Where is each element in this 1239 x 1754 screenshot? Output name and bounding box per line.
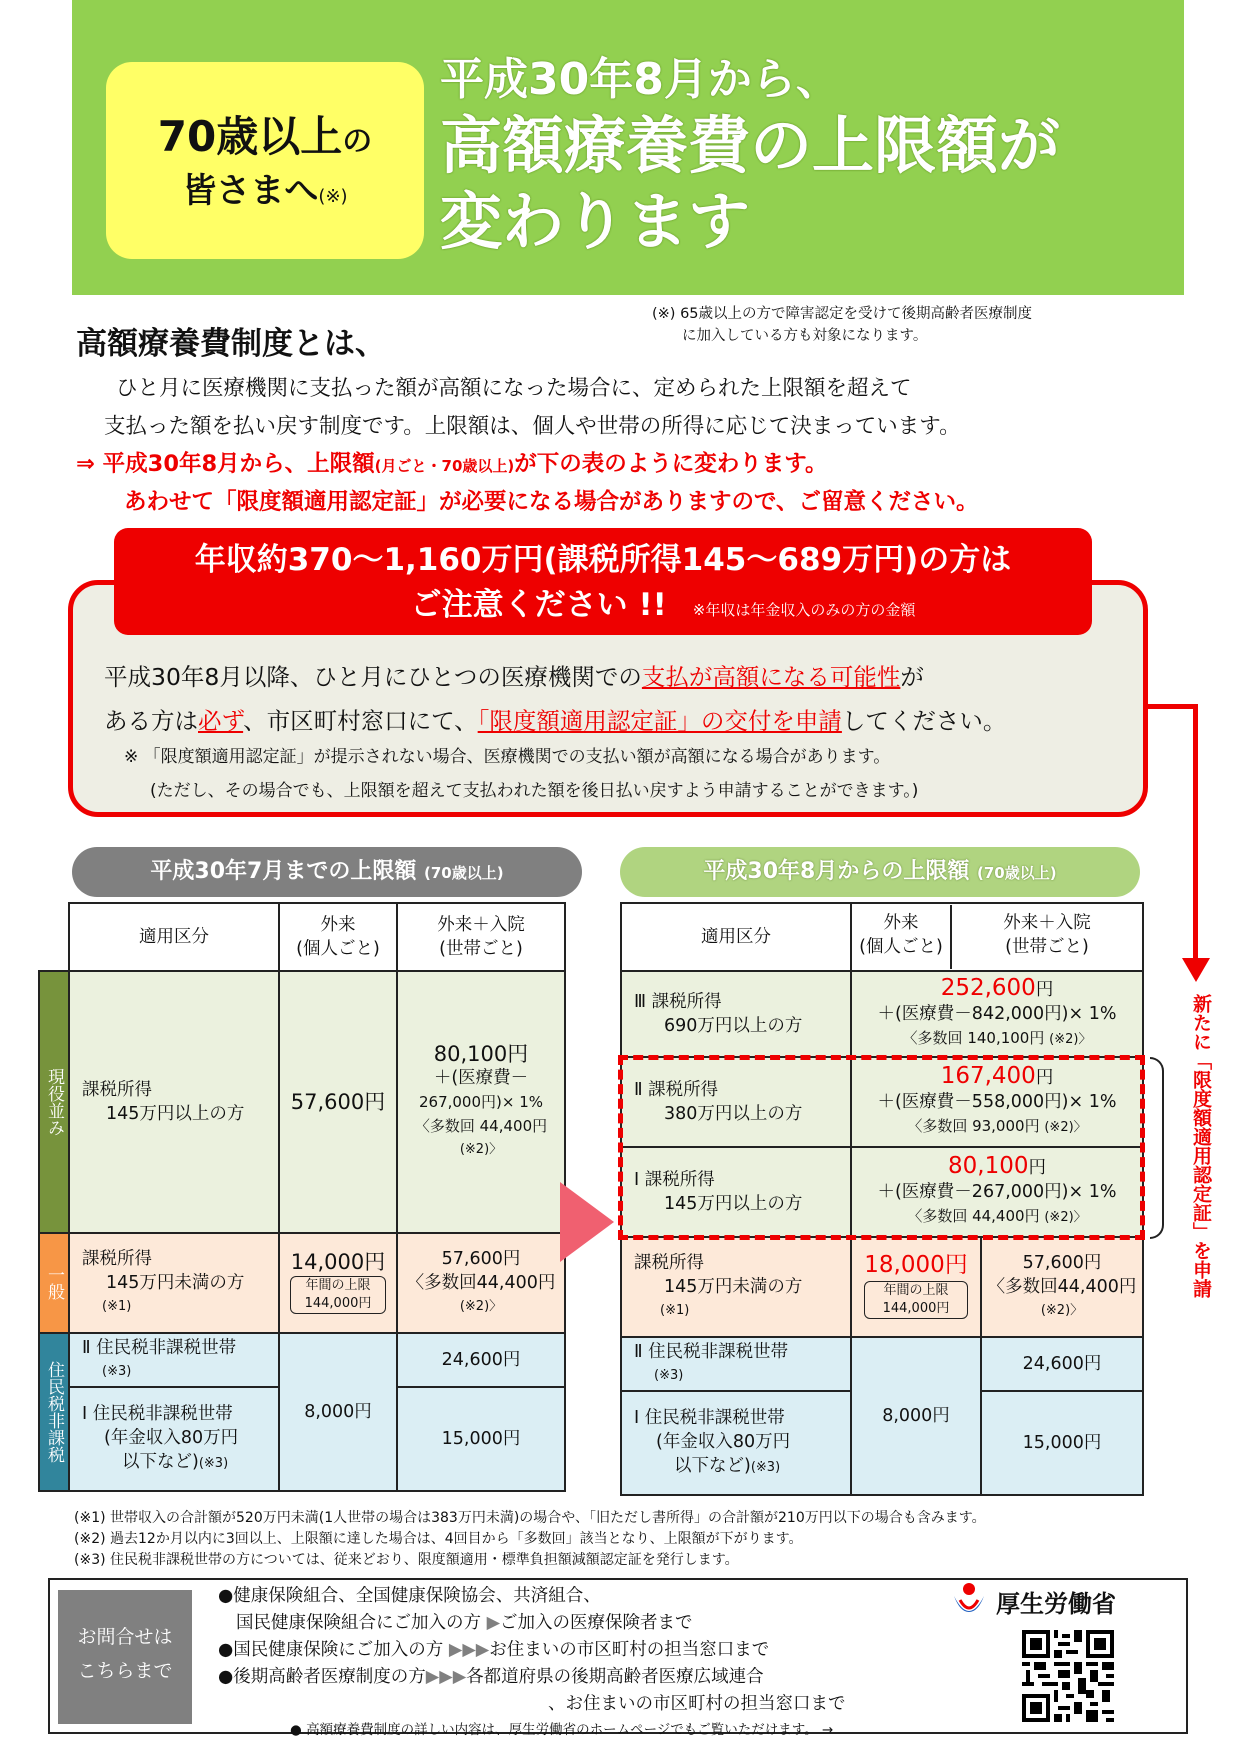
contact-list: ●健康保険組合、全国健康保険協会、共済組合、 国民健康保険組合にご加入の方 ▶ご加入の医療保険者まで ●国民健康保険にご加入の方 ▶▶▶お住まいの市区町村の担当窓口まで ●後期高齢者医療制度の方▶▶▶各都道府県の後期高齢者医療広域連合 、お住まいの市区町村の担当窓口まで (218, 1586, 846, 1714)
audience-badge: 70歳以上の 皆さまへ(※) (106, 62, 424, 259)
audience-line2: 皆さまへ (182, 171, 319, 211)
change-notice: ⇒ 平成30年8月から、上限額(月ごと・70歳以上)が下の表のように変わります。 あわせて「限度額適用認定証」が必要になる場合がありますので、ご留意ください。 (76, 451, 979, 515)
arrow-right-icon (560, 1182, 614, 1262)
new-limits-table: 適用区分 外来 (個人ごと) 外来＋入院 (世帯ごと) Ⅲ 課税所得 690万円以上の方 252,600円 ＋(医療費－842,000円)× 1% 〈多数回 140,100円 (※2)〉 Ⅱ 課税所得 380万円以上の方 167,400円 ＋(医療費－558,000円)× 1% 〈多数回 93,000円 (※2)〉 Ⅰ 課税所得 145万円以上の方 80,100円 ＋(医療費－267,000円)× 1% 〈多数回 44,400円 (※2)〉 課税所得 145万円未満の方 (※1) 18,000円 年間の上限 144,000円 57,600円 〈多数回44,400円 (※2)〉 Ⅱ 住民税非課税世帯 (※3) 8,000円 24,600円 Ⅰ 住民税非課税世帯 (年金収入80万円 以下など)(※3) 15,000円 (620, 902, 1144, 1496)
connector-arrow-shaft (1193, 709, 1198, 963)
table-row: 課税所得 145万円未満の方 (※1) 18,000円 年間の上限 144,000円 57,600円 〈多数回44,400円 (※2)〉 (621, 1237, 1143, 1337)
qr-code-icon[interactable] (1022, 1630, 1114, 1722)
title-line2: 高額療養費の上限額が (440, 109, 1061, 182)
triangle-icon: ▶▶▶ (425, 1667, 467, 1687)
triangle-icon: ▶▶▶ (448, 1640, 490, 1660)
triangle-icon: ▶ (486, 1613, 501, 1633)
alert-note: ※ 「限度額適用認定証」が提示されない場合、医療機関での支払い額が高額になる場合があります。 (ただし、その場合でも、上限額を超えて支払われた額を後日払い戻すよう申請することができます。) (124, 747, 919, 801)
old-limits-table: 適用区分 外来 (個人ごと) 外来＋入院 (世帯ごと) 現役並み 課税所得 145万円以上の方 57,600円 80,100円 ＋(医療費－ 267,000円)× 1% 〈多数回 44,400円 (※2)〉 一般 課税所得 145万円未満の方 (※1) 14,000円 年間の上限 144,000円 57,600円 〈多数回44,400円 (※2)〉 住民税非課税 Ⅱ 住民税非課税世帯 (※3) 8,000円 24,600円 Ⅰ 住民税非課税世帯 (年金収入80万円 以下など)(※3) 15,000円 (38, 902, 566, 1492)
table-row: Ⅱ 課税所得 380万円以上の方 167,400円 ＋(医療費－558,000円)× 1% 〈多数回 93,000円 (※2)〉 (621, 1057, 1143, 1147)
arrow-down-icon (1182, 958, 1210, 982)
title-line1: 平成30年8月から、 (440, 54, 840, 105)
alert-text: 平成30年8月以降、ひと月にひとつの医療機関での支払が高額になる可能性が ある方は必ず、市区町村窓口にて、「限度額適用認定証」の交付を申請してください。 (104, 663, 1007, 735)
title-line3: 変わります (440, 185, 751, 258)
table-row: Ⅰ 住民税非課税世帯 (年金収入80万円 以下など)(※3) 15,000円 (621, 1391, 1143, 1495)
bracket (1150, 1057, 1164, 1239)
table-row: 一般 課税所得 145万円未満の方 (※1) 14,000円 年間の上限 144,000円 57,600円 〈多数回44,400円 (※2)〉 (39, 1233, 565, 1333)
highlight-frame (618, 1055, 1145, 1240)
page-title (440, 52, 1060, 260)
eligibility-note: (※) 65歳以上の方で障害認定を受けて後期高齢者医療制度 に加入している方も対象になります。 (652, 306, 1033, 344)
table-row: 現役並み 課税所得 145万円以上の方 57,600円 80,100円 ＋(医療費－ 267,000円)× 1% 〈多数回 44,400円 (※2)〉 (39, 971, 565, 1233)
table-row: Ⅱ 住民税非課税世帯 (※3) 8,000円 24,600円 (621, 1337, 1143, 1391)
intro-text: ひと月に医療機関に支払った額が高額になった場合に、定められた上限額を超えて 支払った額を払い戻す制度です。上限額は、個人や世帯の所得に応じて決まっています。 (104, 376, 961, 439)
mhlw-logo-icon (950, 1582, 988, 1622)
section-heading: 高額療養費制度とは、 (76, 326, 386, 362)
apply-side-label: 新たに「限度額適用認定証」を申請 (1190, 994, 1212, 1298)
footnotes: (※1) 世帯収入の合計額が520万円未満(1人世帯の場合は383万円未満)の場合や、「旧ただし書所得」の合計額が210万円以下の場合も含みます。 (※2) 過去12か月以内に3回以上、上限額に達した場合は、4回目から「多数回」該当となり、上限額が下がります。 (※3) 住民税非課税世帯の方については、従来どおり、限度額適用・標準負担額減額認定証を発行します。 (74, 1510, 986, 1568)
table-row: Ⅰ 課税所得 145万円以上の方 80,100円 ＋(医療費－267,000円)× 1% 〈多数回 44,400円 (※2)〉 (621, 1147, 1143, 1237)
table-row: Ⅰ 住民税非課税世帯 (年金収入80万円 以下など)(※3) 15,000円 (39, 1387, 565, 1491)
table-row: Ⅲ 課税所得 690万円以上の方 252,600円 ＋(医療費－842,000円)× 1% 〈多数回 140,100円 (※2)〉 (621, 971, 1143, 1057)
contact-label: お問合せは こちらまで (58, 1590, 192, 1724)
alert-header: 年収約370～1,160万円(課税所得145～689万円)の方は ご注意ください !! ※年収は年金収入のみの方の金額 (114, 528, 1092, 635)
website-note[interactable]: ● 高額療養費制度の詳しい内容は、厚生労働省のホームページでもご覧いただけます。 → (290, 1722, 834, 1738)
old-limits-title: 平成30年7月までの上限額 (70歳以上) (72, 847, 582, 897)
new-limits-title: 平成30年8月からの上限額 (70歳以上) (620, 847, 1140, 897)
audience-line1: 70歳以上 (157, 112, 343, 161)
org-name: 厚生労働省 (996, 1590, 1116, 1618)
connector-arrow (1148, 704, 1198, 709)
table-row: 住民税非課税 Ⅱ 住民税非課税世帯 (※3) 8,000円 24,600円 (39, 1333, 565, 1387)
